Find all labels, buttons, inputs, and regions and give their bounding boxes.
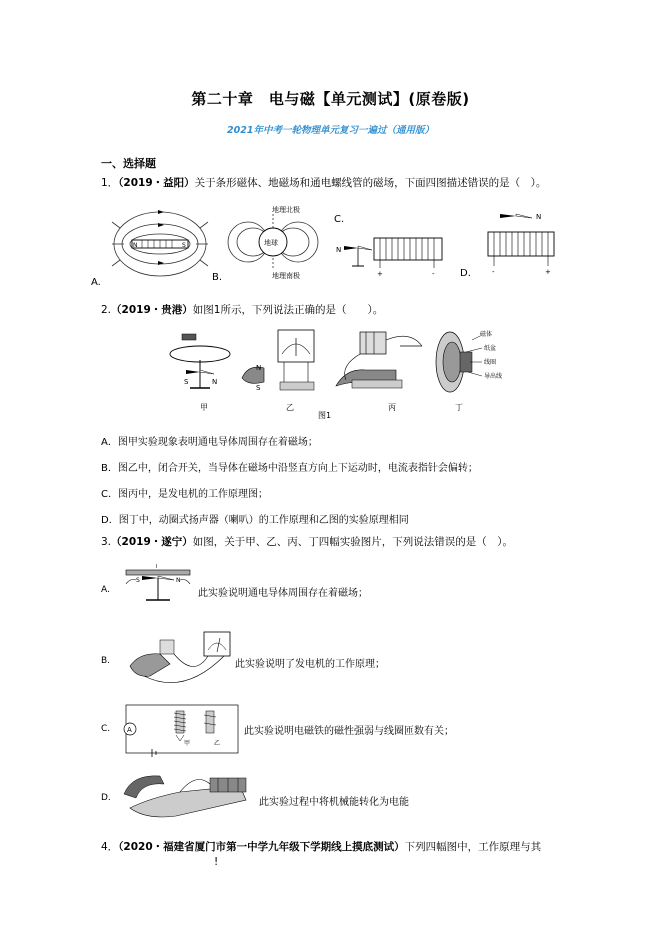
q1-c-plus: + xyxy=(377,270,383,278)
q1-figure-c-solenoid xyxy=(336,230,446,278)
q1-option-b-label: B. xyxy=(212,272,223,283)
q3-c-ammeter-label: A xyxy=(127,726,132,734)
q2-caption-yi: 乙 xyxy=(286,403,294,412)
q1-option-a-label: A. xyxy=(91,277,101,288)
question-1-number: 1． xyxy=(101,177,119,189)
q2-figure-strip xyxy=(160,326,540,418)
q2-ding-cone-label: 纸盆 xyxy=(484,345,497,352)
q3-option-d-text: 此实验过程中将机械能转化为电能 xyxy=(259,797,409,808)
q1-figure-b-earth-field xyxy=(228,204,318,280)
question-2-source: （2019・贵港） xyxy=(111,304,193,316)
q3-c-yi: 乙 xyxy=(214,740,221,747)
q2-option-d: D．图丁中，动圈式扬声器（喇叭）的工作原理和乙图的实验原理相同 xyxy=(101,515,409,526)
q2-caption-bing: 丙 xyxy=(388,403,396,412)
question-4-continuation: ! xyxy=(214,856,219,868)
q2-yi-n: N xyxy=(256,364,262,372)
question-3 xyxy=(101,535,513,549)
q3-a-current-mark: I xyxy=(156,564,158,570)
q2-option-b: B．图乙中，闭合开关，当导体在磁场中沿竖直方向上下运动时，电流表指针会偏转； xyxy=(101,463,478,474)
q3-a-s: S xyxy=(136,577,140,584)
q1-b-earth-label: 地球 xyxy=(264,239,278,247)
q1-d-minus: - xyxy=(492,268,495,276)
q2-figure-jia xyxy=(170,334,230,388)
q2-ding-lead-label: 导出线 xyxy=(484,373,503,380)
q3-option-c-text: 此实验说明电磁铁的磁性强弱与线圈匝数有关； xyxy=(244,726,454,737)
q1-d-plus: + xyxy=(545,268,551,276)
q1-figure-a-bar-magnet xyxy=(110,198,210,286)
question-4-source: （2020・福建省厦门市第一中学九年级下学期线上摸底测试） xyxy=(118,841,405,853)
q2-ding-coil-label: 线圈 xyxy=(484,359,497,366)
q3-option-b-label: B. xyxy=(101,656,111,666)
q3-figure-b-generator xyxy=(124,626,234,688)
question-3-text: 如图，关于甲、乙、丙、丁四幅实验图片，下列说法错误的是（ ）。 xyxy=(192,536,514,548)
question-1 xyxy=(101,176,546,190)
q3-option-c-label: C. xyxy=(101,724,111,734)
question-2 xyxy=(101,303,383,317)
q1-figure-d-solenoid xyxy=(480,210,560,276)
q1-b-south-label: 地理南极 xyxy=(272,272,300,280)
q2-jia-s: S xyxy=(184,378,189,386)
question-4-number: 4． xyxy=(101,841,119,853)
q1-b-north-label: 地理北极 xyxy=(272,206,300,214)
q1-c-n-label: N xyxy=(336,246,342,254)
q1-c-minus: - xyxy=(432,270,435,278)
q1-a-n-pole: N xyxy=(133,242,138,249)
question-4 xyxy=(101,840,541,854)
q2-option-a: A．图甲实验现象表明通电导体周围存在着磁场； xyxy=(101,437,318,448)
question-1-text: 关于条形磁体、地磁场和通电螺线管的磁场，下面四图描述错误的是（ ）。 xyxy=(194,177,547,189)
page-title: 第二十章 电与磁【单元测试】(原卷版) xyxy=(191,90,470,108)
q2-option-c: C．图丙中，是发电机的工作原理图； xyxy=(101,489,268,500)
q3-a-n: N xyxy=(176,577,181,584)
q1-d-n-label: N xyxy=(536,213,542,221)
q1-option-c-label: C. xyxy=(334,214,345,225)
q3-c-jia: 甲 xyxy=(184,740,191,747)
q2-figure-ding xyxy=(436,330,502,392)
q3-figure-d-motor xyxy=(120,768,256,822)
q1-a-s-pole: S xyxy=(182,242,186,249)
question-1-source: （2019・益阳） xyxy=(118,177,195,189)
q2-figure-bing xyxy=(336,332,422,388)
question-2-number: 2. xyxy=(101,304,112,316)
q3-figure-c-electromagnet xyxy=(122,697,240,759)
q3-option-a-label: A. xyxy=(101,585,110,595)
q2-caption-jia: 甲 xyxy=(200,403,208,412)
q3-figure-a-oersted xyxy=(122,560,194,612)
q3-option-d-label: D. xyxy=(101,793,111,803)
q3-option-a-text: 此实验说明通电导体周围存在着磁场； xyxy=(198,588,368,599)
question-2-text: 如图1所示，下列说法正确的是（ ）。 xyxy=(192,304,384,316)
q3-option-b-text: 此实验说明了发电机的工作原理； xyxy=(235,659,385,670)
q2-yi-s: S xyxy=(256,384,261,392)
q2-figure-label: 图1 xyxy=(318,411,332,420)
q2-ding-magnet-label: 磁体 xyxy=(480,331,493,338)
question-3-source: （2019・遂宁） xyxy=(111,536,193,548)
q2-figure-yi xyxy=(242,330,314,392)
page-subtitle: 2021年中考一轮物理单元复习一遍过（通用版） xyxy=(227,125,434,136)
q2-caption-ding: 丁 xyxy=(455,403,463,412)
section-heading: 一、选择题 xyxy=(101,157,156,170)
question-3-number: 3. xyxy=(101,536,112,548)
question-4-text: 下列四幅图中，工作原理与其 xyxy=(404,841,542,853)
q2-jia-n: N xyxy=(212,378,218,386)
q1-option-d-label: D. xyxy=(460,268,471,279)
